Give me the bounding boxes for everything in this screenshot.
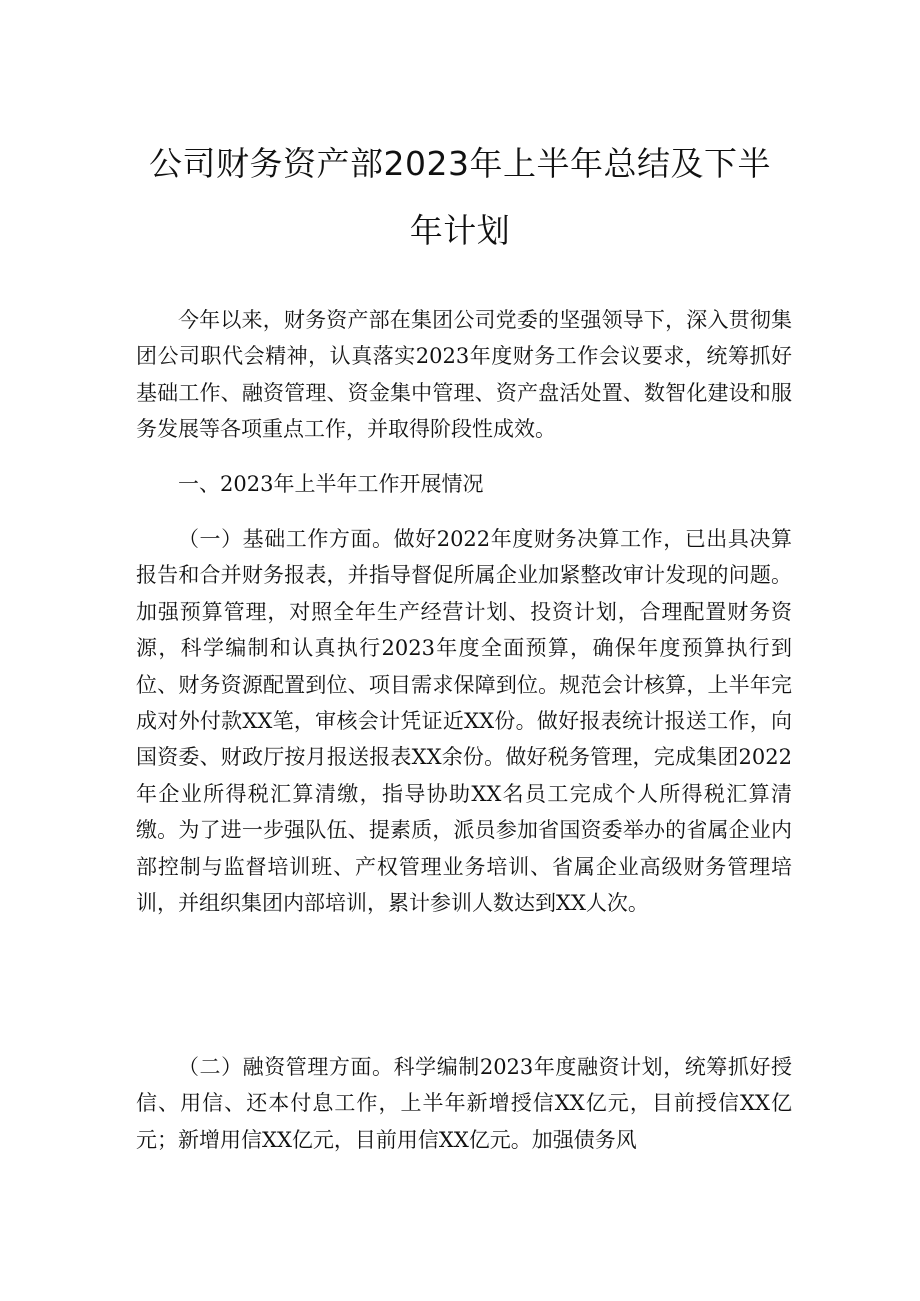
section-heading [136, 466, 792, 502]
basic-work-paragraph-text: （一）基础工作方面。做好2022年度财务决算工作，已出具决算报告和合并财务报表，并指导督促所属企业加紧整改审计发现的问题。加强预算管理，对照全年生产经营计划、投资计划，合理配置财务资源，科学编制和认真执行2023年度全面预算，确保年度预算执行到位、财务资源配置到位、项目需求保障到位。规范会计核算，上半年完成对外付款XX笔，审核会计凭证近XX份。做好报表统计报送工作，向国资委、财政厅按月报送报表XX余份。做好税务管理，完成集团2022年企业所得税汇算清缴，指导协助XX名员工完成个人所得税汇算清缴。为了进一步强队伍、提素质，派员参加省国资委举办的省属企业内部控制与监督培训班、产权管理业务培训、省属企业高级财务管理培训，并组织集团内部培训，累计参训人数达到XX人次。 [136, 527, 792, 916]
basic-work-paragraph [136, 521, 792, 921]
financing-paragraph-text: （二）融资管理方面。科学编制2023年度融资计划，统筹抓好授信、用信、还本付息工作，上半年新增授信XX亿元，目前授信XX亿元；新增用信XX亿元，目前用信XX亿元。加强债务风 [136, 1055, 792, 1152]
intro-paragraph-text: 今年以来，财务资产部在集团公司党委的坚强领导下，深入贯彻集团公司职代会精神，认真落实2023年度财务工作会议要求，统筹抓好基础工作、融资管理、资金集中管理、资产盘活处置、数智化建设和服务发展等各项重点工作，并取得阶段性成效。 [136, 308, 792, 442]
intro-paragraph [136, 302, 792, 448]
section-heading-text: 一、2023年上半年工作开展情况 [178, 472, 484, 496]
document-title-line-2: 年计划 [409, 211, 511, 250]
financing-paragraph [136, 1049, 792, 1158]
document-title-line-1: 公司财务资产部2023年上半年总结及下半 [149, 144, 771, 183]
